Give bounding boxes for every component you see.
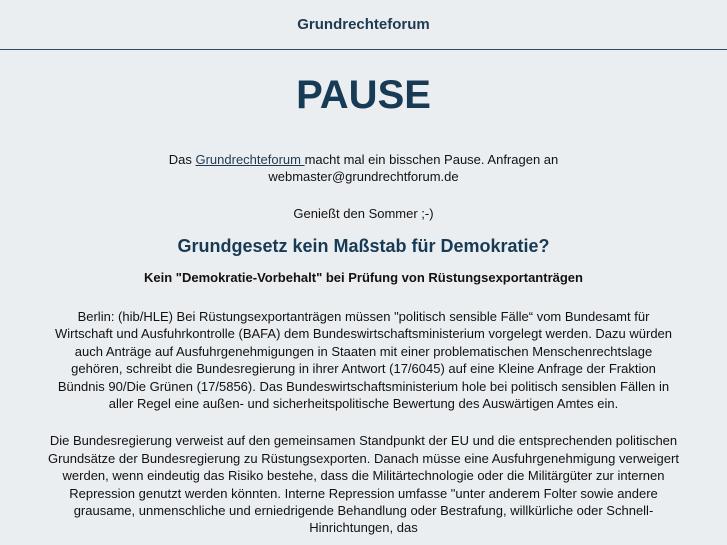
- pause-heading: PAUSE: [296, 73, 431, 117]
- main-content: [48, 72, 679, 537]
- intro-before-link: Das: [168, 152, 196, 167]
- site-header: [0, 0, 727, 50]
- summer-note: Genießt den Sommer ;-): [293, 206, 434, 221]
- intro-after-link: macht mal ein bisschen Pause. Anfragen an: [304, 152, 559, 167]
- article-subtitle: Kein "Demokratie-Vorbehalt" bei Prüfung von Rüstungsexportanträgen: [144, 270, 583, 285]
- webmaster-email: webmaster@grundrechtforum.de: [268, 169, 459, 184]
- article-title: Grundgesetz kein Maßstab für Demokratie?: [177, 236, 550, 256]
- grundrechteforum-link[interactable]: Grundrechteforum: [195, 152, 305, 167]
- intro-text: [64, 151, 664, 185]
- article-paragraph-2: Die Bundesregierung verweist auf den gemeinsamen Standpunkt der EU und die entsprechenden politischen Grundsätze der Bundesregierung zu Rüstungsexporten. Danach müsse eine Ausfuhrgenehmigung verweigert werden, wenn eindeutig das Risiko bestehe, dass die Militärtechnologie oder die Militärgüter zur internen Repression genutzt werden könnten. Interne Repression umfasse "unter anderem Folter sowie andere grausame, unmenschliche und erniedrigende Behandlung oder Bestrafung, willkürliche oder Schnell-Hinrichtungen, das: [48, 433, 679, 536]
- site-title-link[interactable]: Grundrechteforum: [297, 16, 430, 33]
- article-paragraph-1: Berlin: (hib/HLE) Bei Rüstungsexportanträgen müssen "politisch sensible Fälle“ vom Bundesamt für Wirtschaft und Ausfuhrkontrolle (BAFA) dem Bundeswirtschaftsministerium vorgelegt werden. Dazu würden auch Anträge auf Ausfuhrgenehmigungen in Staaten mit einer problematischen Menschenrechtslage gehören, schreibt die Bundesregierung in ihrer Antwort (17/6045) auf eine Kleine Anfrage der Fraktion Bündnis 90/Die Grünen (17/5856). Das Bundeswirtschaftsministerium hole bei politisch sensiblen Fällen in aller Regel eine außen- und sicherheitspolitische Bewertung des Auswärtigen Amtes ein.: [54, 309, 673, 412]
